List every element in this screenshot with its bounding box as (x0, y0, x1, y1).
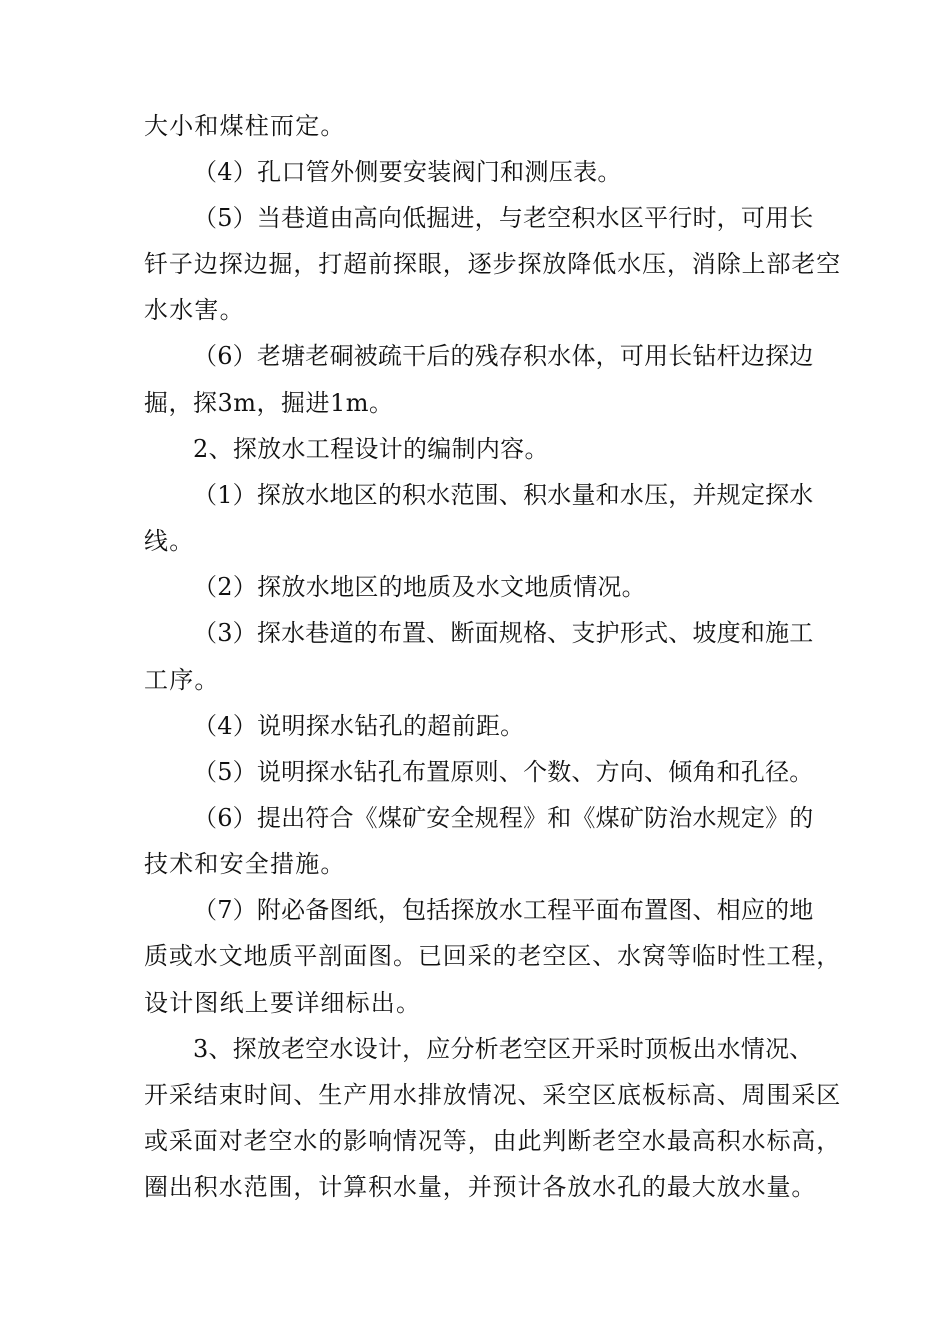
text-line-03: （5）当巷道由高向低掘进，与老空积水区平行时，可用长 (193, 204, 814, 232)
text-line-01: 大小和煤柱而定。 (144, 112, 346, 140)
text-line-18: （7）附必备图纸，包括探放水工程平面布置图、相应的地 (193, 896, 814, 924)
text-line-22: 开采结束时间、生产用水排放情况、采空区底板标高、周围采区 (144, 1081, 842, 1109)
text-line-23: 或采面对老空水的影响情况等，由此判断老空水最高积水标高， (144, 1127, 842, 1155)
text-line-13: 工序。 (144, 666, 220, 694)
text-line-21: 3、探放老空水设计，应分析老空区开采时顶板出水情况、 (193, 1035, 814, 1063)
text-line-11: （2）探放水地区的地质及水文地质情况。 (193, 573, 646, 601)
text-line-20: 设计图纸上要详细标出。 (144, 989, 422, 1017)
text-line-02: （4）孔口管外侧要安装阀门和测压表。 (193, 158, 622, 186)
text-line-19: 质或水文地质平剖面图。已回采的老空区、水窝等临时性工程， (144, 942, 842, 970)
text-line-08: 2、探放水工程设计的编制内容。 (193, 435, 549, 463)
text-line-17: 技术和安全措施。 (144, 850, 346, 878)
text-line-06: （6）老塘老硐被疏干后的残存积水体，可用长钻杆边探边 (193, 342, 814, 370)
text-line-15: （5）说明探水钻孔布置原则、个数、方向、倾角和孔径。 (193, 758, 814, 786)
text-line-09: （1）探放水地区的积水范围、积水量和水压，并规定探水 (193, 481, 814, 509)
text-line-16: （6）提出符合《煤矿安全规程》和《煤矿防治水规定》的 (193, 804, 814, 832)
text-line-05: 水水害。 (144, 296, 245, 324)
text-line-12: （3）探水巷道的布置、断面规格、支护形式、坡度和施工 (193, 619, 814, 647)
text-line-14: （4）说明探水钻孔的超前距。 (193, 712, 525, 740)
text-line-04: 钎子边探边掘，打超前探眼，逐步探放降低水压，消除上部老空 (144, 250, 842, 278)
text-line-07: 掘，探3m，掘进1m。 (144, 389, 394, 417)
text-line-24: 圈出积水范围，计算积水量，并预计各放水孔的最大放水量。 (144, 1173, 817, 1201)
text-line-10: 线。 (144, 527, 195, 555)
